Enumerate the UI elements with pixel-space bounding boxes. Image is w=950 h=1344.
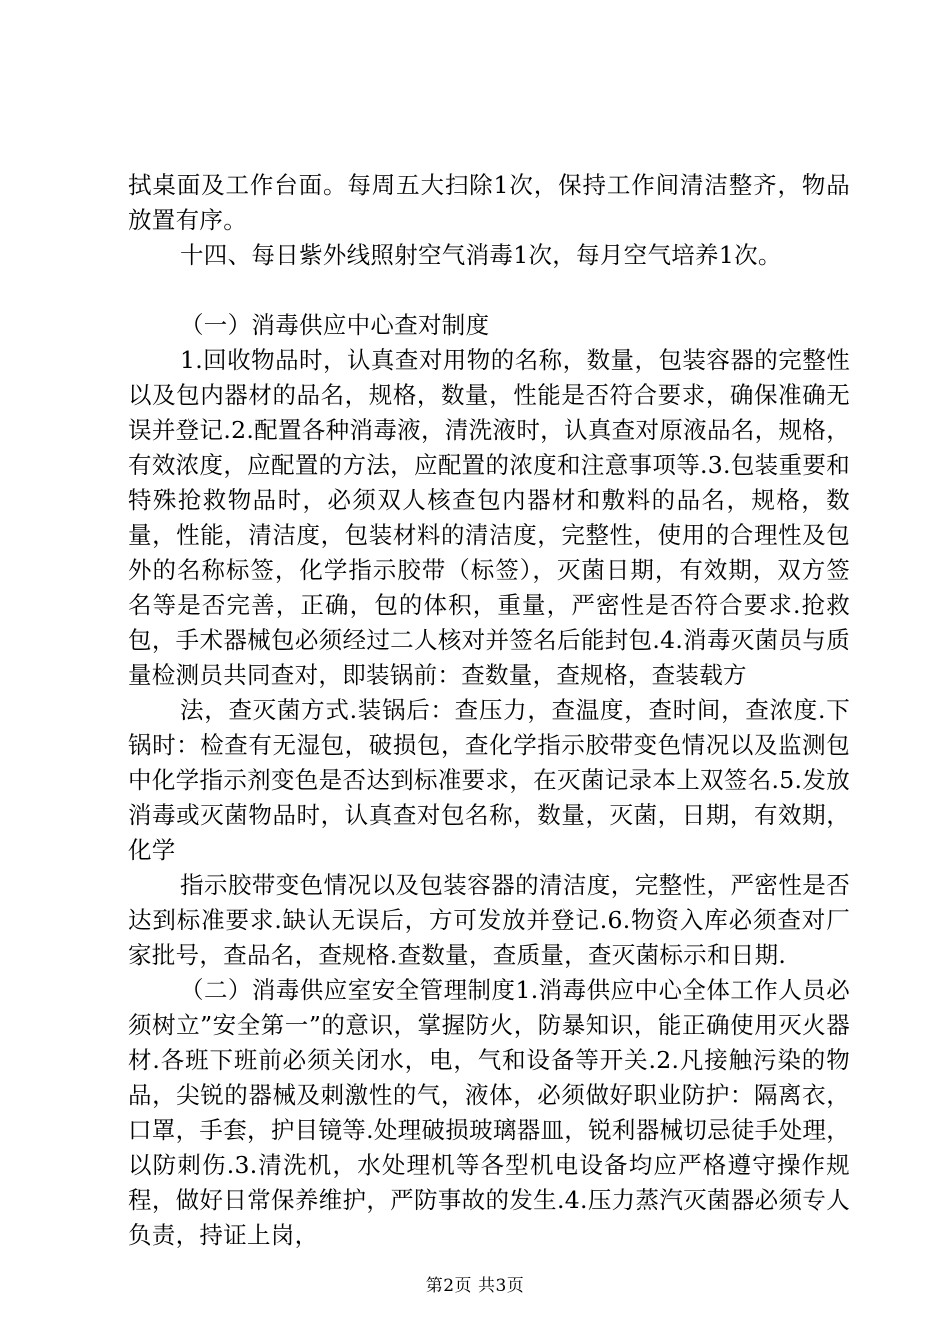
paragraph-spacer bbox=[128, 273, 850, 308]
section-heading-check-system: （一）消毒供应中心查对制度 bbox=[180, 311, 490, 339]
paragraph-safety-management: （二）消毒供应室安全管理制度1.消毒供应中心全体工作人员必须树立”安全第一”的意识，掌握防火，防暴知识，能正确使用灭火器材.各班下班前必须关闭水，电，气和设备等开关.2.凡接触污染的物品，尖锐的器械及刺激性的气，液体，必须做好职业防护：隔离衣，口罩，手套，护目镜等.处理破损玻璃器皿，锐利器械切忌徒手处理，以防刺伤.3.清洗机，水处理机等各型机电设备均应严格遵守操作规程，做好日常保养维护，严防事故的发生.4.压力蒸汽灭菌器必须专人负责，持证上岗， bbox=[128, 976, 850, 1249]
paragraph-item-fourteen: 十四、每日紫外线照射空气消毒1次，每月空气培养1次。 bbox=[180, 241, 782, 269]
document-body bbox=[128, 168, 850, 1253]
paragraph-cleaning-continuation: 拭桌面及工作台面。每周五大扫除1次，保持工作间清洁整齐，物品放置有序。 bbox=[128, 171, 850, 234]
paragraph-indicator-check: 指示胶带变色情况以及包装容器的清洁度，完整性，严密性是否达到标准要求.缺认无误后，方可发放并登记.6.物资入库必须查对厂家批号，查品名，查规格.查数量，查质量，查灭菌标示和日期. bbox=[128, 871, 850, 969]
paragraph-sterilization-check: 法，查灭菌方式.装锅后：查压力，查温度，查时间，查浓度.下锅时：检查有无湿包，破损包，查化学指示胶带变色情况以及监测包中化学指示剂变色是否达到标准要求，在灭菌记录本上双签名.5.发放消毒或灭菌物品时，认真查对包名称，数量，灭菌，日期，有效期，化学 bbox=[128, 696, 850, 864]
paragraph-check-rules: 1.回收物品时，认真查对用物的名称，数量，包装容器的完整性以及包内器材的品名，规格，数量，性能是否符合要求，确保准确无误并登记.2.配置各种消毒液，清洗液时，认真查对原液品名，规格，有效浓度，应配置的方法，应配置的浓度和注意事项等.3.包装重要和特殊抢救物品时，必须双人核查包内器材和敷料的品名，规格，数量，性能，清洁度，包装材料的清洁度，完整性，使用的合理性及包外的名称标签，化学指示胶带（标签），灭菌日期，有效期，双方签名等是否完善，正确，包的体积，重量，严密性是否符合要求.抢救包，手术器械包必须经过二人核对并签名后能封包.4.消毒灭菌员与质量检测员共同查对，即装锅前：查数量，查规格，查装载方 bbox=[128, 346, 850, 689]
page-number-footer: 第2页 共3页 bbox=[425, 1276, 525, 1296]
